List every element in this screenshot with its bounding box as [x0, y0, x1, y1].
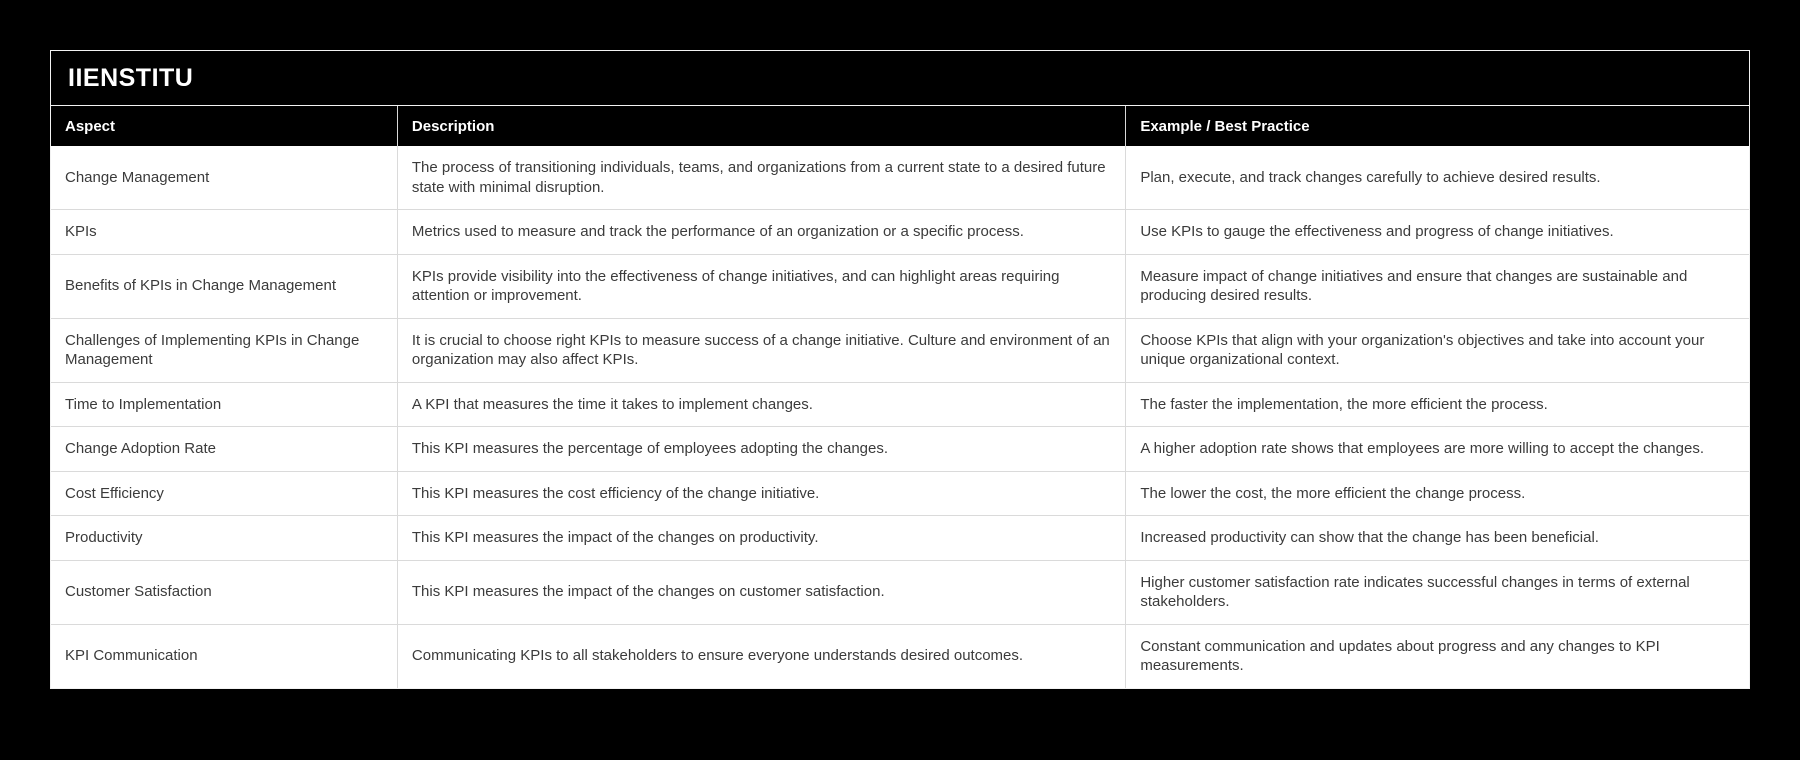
cell-aspect: Time to Implementation — [51, 382, 397, 427]
cell-description: Communicating KPIs to all stakeholders to ensure everyone understands desired outcomes. — [397, 624, 1125, 688]
cell-description: This KPI measures the percentage of employees adopting the changes. — [397, 427, 1125, 472]
table-row — [51, 427, 1749, 472]
table-row — [51, 210, 1749, 255]
cell-aspect: Change Management — [51, 146, 397, 210]
cell-example: Constant communication and updates about progress and any changes to KPI measurements. — [1126, 624, 1749, 688]
cell-description: This KPI measures the cost efficiency of the change initiative. — [397, 471, 1125, 516]
brand-title: IIENSTITU — [51, 51, 1749, 106]
column-header-example: Example / Best Practice — [1126, 106, 1749, 146]
cell-example: Plan, execute, and track changes carefully to achieve desired results. — [1126, 146, 1749, 210]
table-row — [51, 318, 1749, 382]
cell-aspect: Customer Satisfaction — [51, 560, 397, 624]
table-row — [51, 254, 1749, 318]
cell-example: The faster the implementation, the more efficient the process. — [1126, 382, 1749, 427]
cell-description: The process of transitioning individuals, teams, and organizations from a current state to a desired future state with minimal disruption. — [397, 146, 1125, 210]
cell-aspect: Cost Efficiency — [51, 471, 397, 516]
cell-example: Use KPIs to gauge the effectiveness and progress of change initiatives. — [1126, 210, 1749, 255]
cell-aspect: KPIs — [51, 210, 397, 255]
cell-aspect: Challenges of Implementing KPIs in Change Management — [51, 318, 397, 382]
cell-example: The lower the cost, the more efficient the change process. — [1126, 471, 1749, 516]
table-body — [51, 146, 1749, 688]
cell-example: Higher customer satisfaction rate indicates successful changes in terms of external stakeholders. — [1126, 560, 1749, 624]
cell-description: KPIs provide visibility into the effectiveness of change initiatives, and can highlight areas requiring attention or improvement. — [397, 254, 1125, 318]
table-row — [51, 146, 1749, 210]
cell-aspect: Change Adoption Rate — [51, 427, 397, 472]
cell-description: This KPI measures the impact of the changes on customer satisfaction. — [397, 560, 1125, 624]
cell-example: A higher adoption rate shows that employees are more willing to accept the changes. — [1126, 427, 1749, 472]
cell-aspect: Benefits of KPIs in Change Management — [51, 254, 397, 318]
table-row — [51, 624, 1749, 688]
cell-description: A KPI that measures the time it takes to implement changes. — [397, 382, 1125, 427]
cell-description: This KPI measures the impact of the changes on productivity. — [397, 516, 1125, 561]
table-card — [50, 50, 1750, 689]
table-row — [51, 516, 1749, 561]
cell-example: Measure impact of change initiatives and ensure that changes are sustainable and producing desired results. — [1126, 254, 1749, 318]
table-row — [51, 560, 1749, 624]
cell-example: Choose KPIs that align with your organization's objectives and take into account your unique organizational context. — [1126, 318, 1749, 382]
kpi-table — [51, 106, 1749, 688]
column-header-aspect: Aspect — [51, 106, 397, 146]
table-header — [51, 106, 1749, 146]
header-row — [51, 106, 1749, 146]
column-header-description: Description — [397, 106, 1125, 146]
table-row — [51, 471, 1749, 516]
cell-aspect: Productivity — [51, 516, 397, 561]
table-row — [51, 382, 1749, 427]
cell-description: Metrics used to measure and track the performance of an organization or a specific process. — [397, 210, 1125, 255]
cell-description: It is crucial to choose right KPIs to measure success of a change initiative. Culture and environment of an organization may also affect KPIs. — [397, 318, 1125, 382]
cell-example: Increased productivity can show that the change has been beneficial. — [1126, 516, 1749, 561]
cell-aspect: KPI Communication — [51, 624, 397, 688]
